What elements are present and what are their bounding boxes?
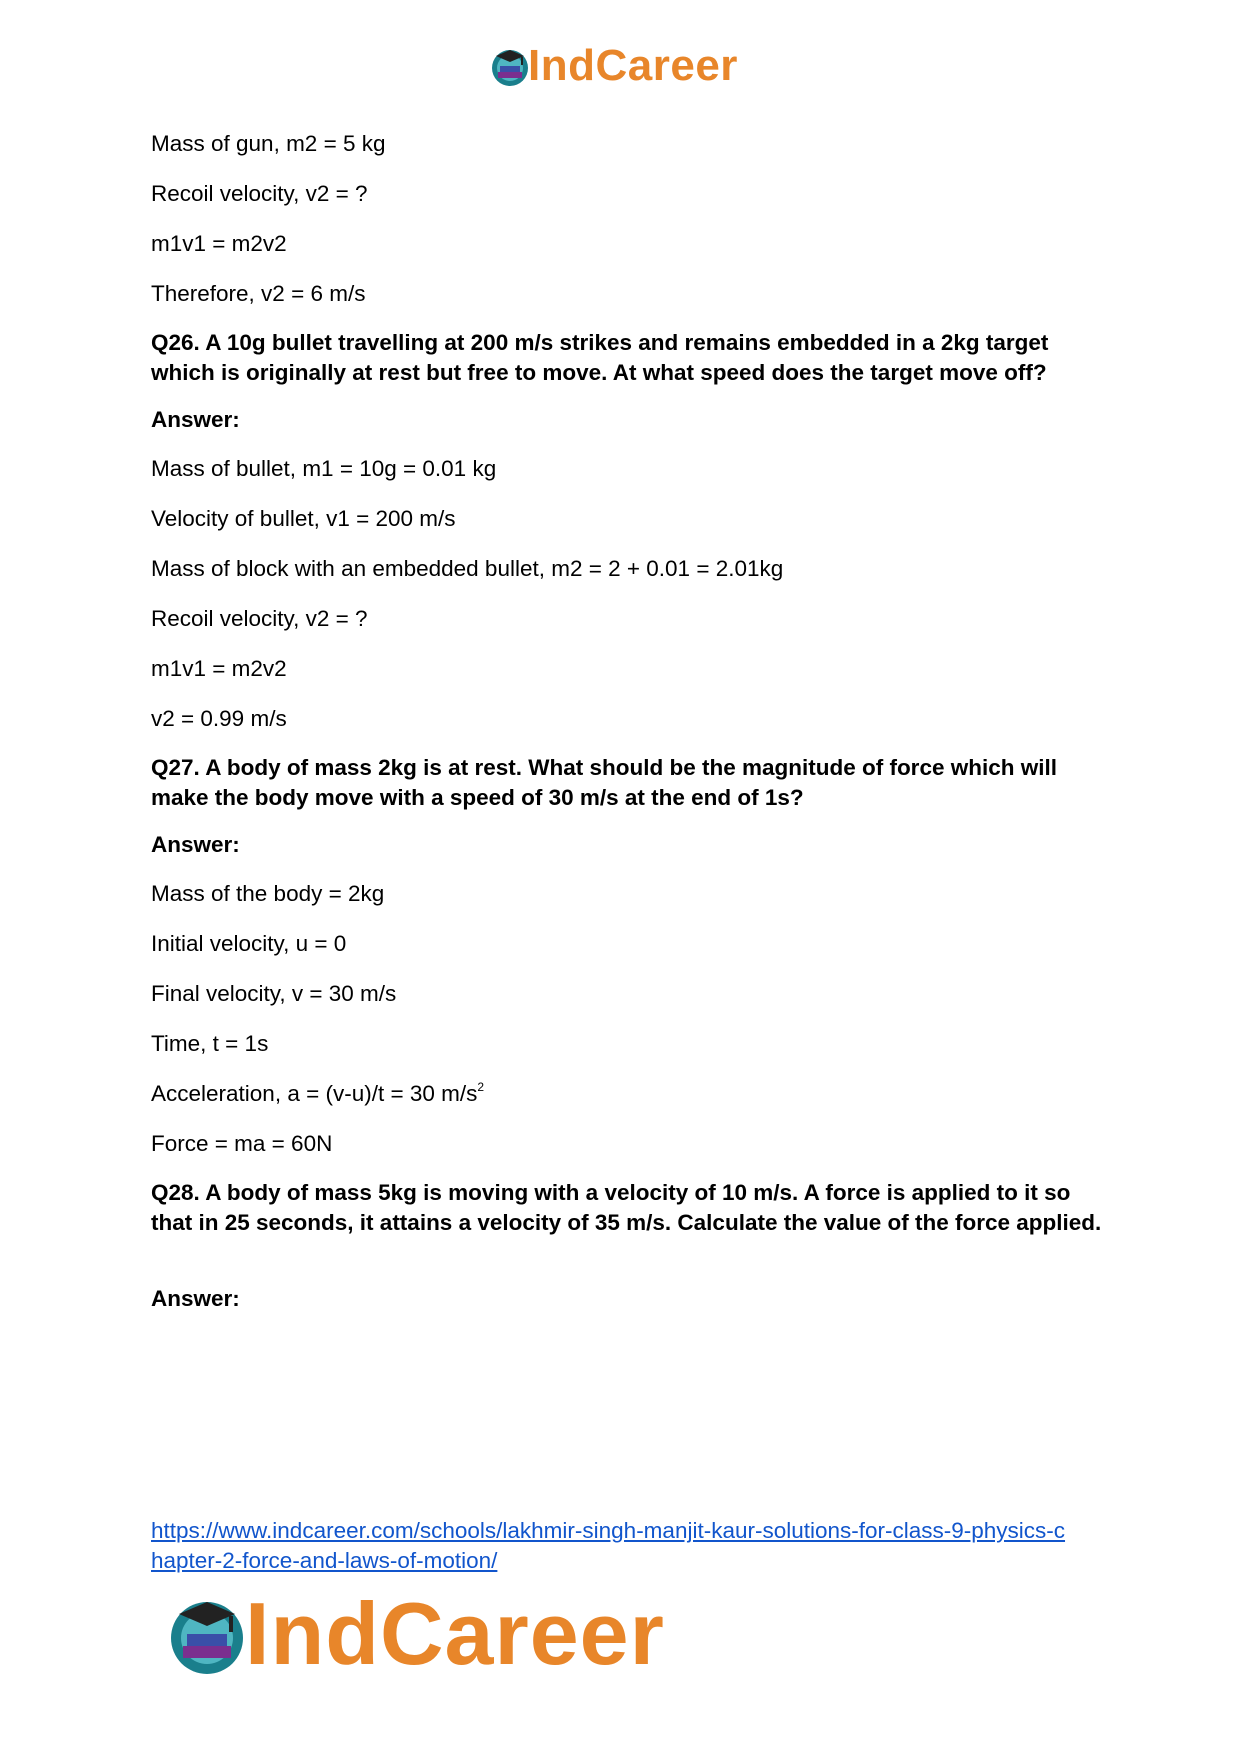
- acceleration-line: [151, 1079, 484, 1109]
- text-line: Force = ma = 60N: [151, 1131, 333, 1156]
- source-link-line[interactable]: https://www.indcareer.com/schools/lakhmir-singh-manjit-kaur-solutions-for-class-9-physics-c: [151, 1518, 1066, 1543]
- question-q28: Q28. A body of mass 5kg is moving with a velocity of 10 m/s. A force is applied to it so that in 25 seconds, it attains a velocity of 35 m/s. Calculate the value of the force applied.: [151, 1180, 1102, 1235]
- text-line: Recoil velocity, v2 = ?: [151, 181, 368, 206]
- graduation-cap-books-globe-icon: [163, 1590, 251, 1678]
- text-line: Final velocity, v = 30 m/s: [151, 981, 397, 1006]
- text-line: Initial velocity, u = 0: [151, 931, 347, 956]
- header-logo: [488, 40, 738, 92]
- brand-name: IndCareer: [528, 41, 738, 90]
- source-link[interactable]: [151, 1516, 1111, 1576]
- text-line: m1v1 = m2v2: [151, 656, 287, 681]
- question-q27: Q27. A body of mass 2kg is at rest. What should be the magnitude of force which will make the body move with a speed of 30 m/s at the end of 1s?: [151, 755, 1057, 810]
- text-line: Velocity of bullet, v1 = 200 m/s: [151, 506, 456, 531]
- text-line: Recoil velocity, v2 = ?: [151, 606, 368, 631]
- answer-label: Answer:: [151, 832, 240, 857]
- question-q26: Q26. A 10g bullet travelling at 200 m/s strikes and remains embedded in a 2kg target which is originally at rest but free to move. At what speed does the target move off?: [151, 330, 1049, 385]
- text-line: m1v1 = m2v2: [151, 231, 287, 256]
- text-line: Mass of bullet, m1 = 10g = 0.01 kg: [151, 456, 497, 481]
- text-line: Mass of block with an embedded bullet, m2 = 2 + 0.01 = 2.01kg: [151, 556, 784, 581]
- text-line: Therefore, v2 = 6 m/s: [151, 281, 366, 306]
- answer-label: Answer:: [151, 407, 240, 432]
- text-line: Mass of gun, m2 = 5 kg: [151, 131, 386, 156]
- footer-logo: [163, 1584, 665, 1683]
- acceleration-text: Acceleration, a = (v-u)/t = 30 m/s: [151, 1081, 478, 1106]
- graduation-cap-books-globe-icon: [488, 44, 532, 88]
- answer-label: Answer:: [151, 1286, 240, 1311]
- text-line: v2 = 0.99 m/s: [151, 706, 287, 731]
- brand-name: IndCareer: [245, 1584, 665, 1683]
- source-link-line[interactable]: hapter-2-force-and-laws-of-motion/: [151, 1548, 498, 1573]
- text-line: Mass of the body = 2kg: [151, 881, 385, 906]
- text-line: Time, t = 1s: [151, 1031, 269, 1056]
- superscript: 2: [477, 1080, 485, 1094]
